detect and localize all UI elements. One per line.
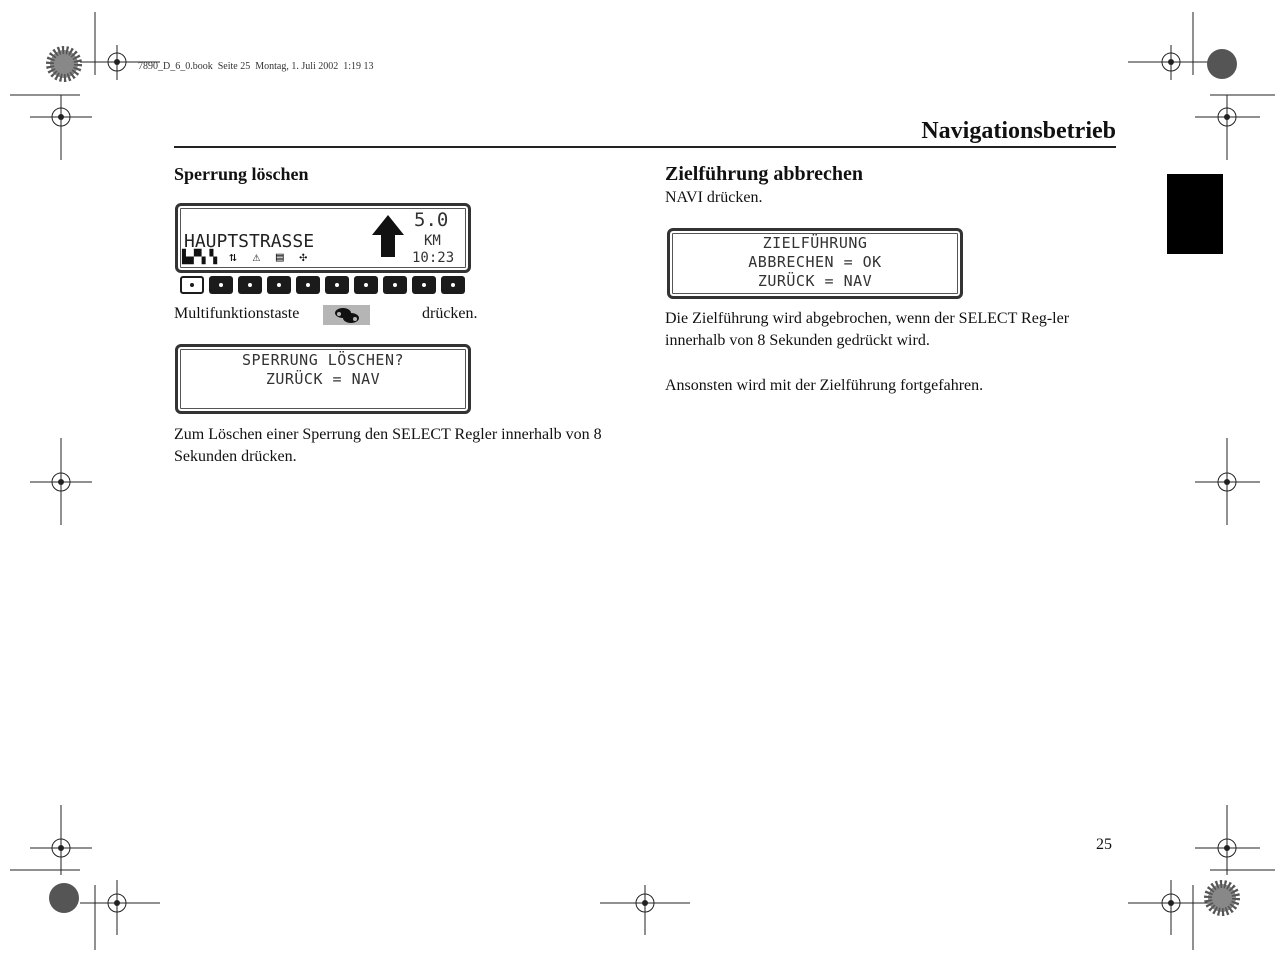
cancel-display-line3: ZURÜCK = NAV [757,272,873,290]
cancel-display-line2: ABBRECHEN = OK [748,253,882,271]
arrow-up-icon [371,213,405,259]
cancel-guidance-display [667,228,963,299]
softkey-5[interactable] [296,276,320,294]
instruction-multifunction: Multifunktionstaste [174,305,300,322]
thumb-tab [1167,174,1223,254]
print-header: 7890_D_6_0.book Seite 25 Montag, 1. Juli 2002 1:19 13 [138,61,374,72]
right-paragraph-1: Die Zielführung wird abgebrochen, wenn der SELECT Reg-ler innerhalb von 8 Sekunden gedrückt wird. [665,310,1070,349]
distance-unit: KM [424,233,441,249]
page-number: 25 [1096,836,1112,853]
status-icons: ▙▞▚▝▖ ⇅ ⚠ ▤ ✣ [182,250,308,265]
softkey-9[interactable] [412,276,436,294]
right-heading: Zielführung abbrechen [665,163,863,185]
section-title: Navigationsbetrieb [921,118,1116,144]
softkey-2[interactable] [209,276,233,294]
softkey-4[interactable] [267,276,291,294]
softkey-7[interactable] [354,276,378,294]
left-heading: Sperrung löschen [174,164,309,184]
distance-value: 5.0 [414,209,449,231]
unlock-display-line2: ZURÜCK = NAV [265,370,381,388]
right-subtext: NAVI drücken. [665,189,763,206]
left-paragraph: Zum Löschen einer Sperrung den SELECT Regler innerhalb von 8 Sekunden drücken. [174,426,602,465]
softkey-8[interactable] [383,276,407,294]
softkey-1[interactable] [180,276,204,294]
softkey-3[interactable] [238,276,262,294]
softkey-6[interactable] [325,276,349,294]
unlock-display-line1: SPERRUNG LÖSCHEN? [241,351,405,369]
unlock-display [175,344,471,414]
multifunction-key-icon [323,305,370,325]
right-paragraph-2: Ansonsten wird mit der Zielführung fortgefahren. [665,377,984,394]
instruction-press: drücken. [422,305,478,322]
title-rule [174,146,1116,148]
clock-time: 10:23 [412,250,455,266]
softkey-10[interactable] [441,276,465,294]
cancel-display-line1: ZIELFÜHRUNG [762,234,868,252]
nav-display [175,203,471,273]
street-name: HAUPTSTRASSE [184,231,315,252]
softkey-row [180,276,465,294]
